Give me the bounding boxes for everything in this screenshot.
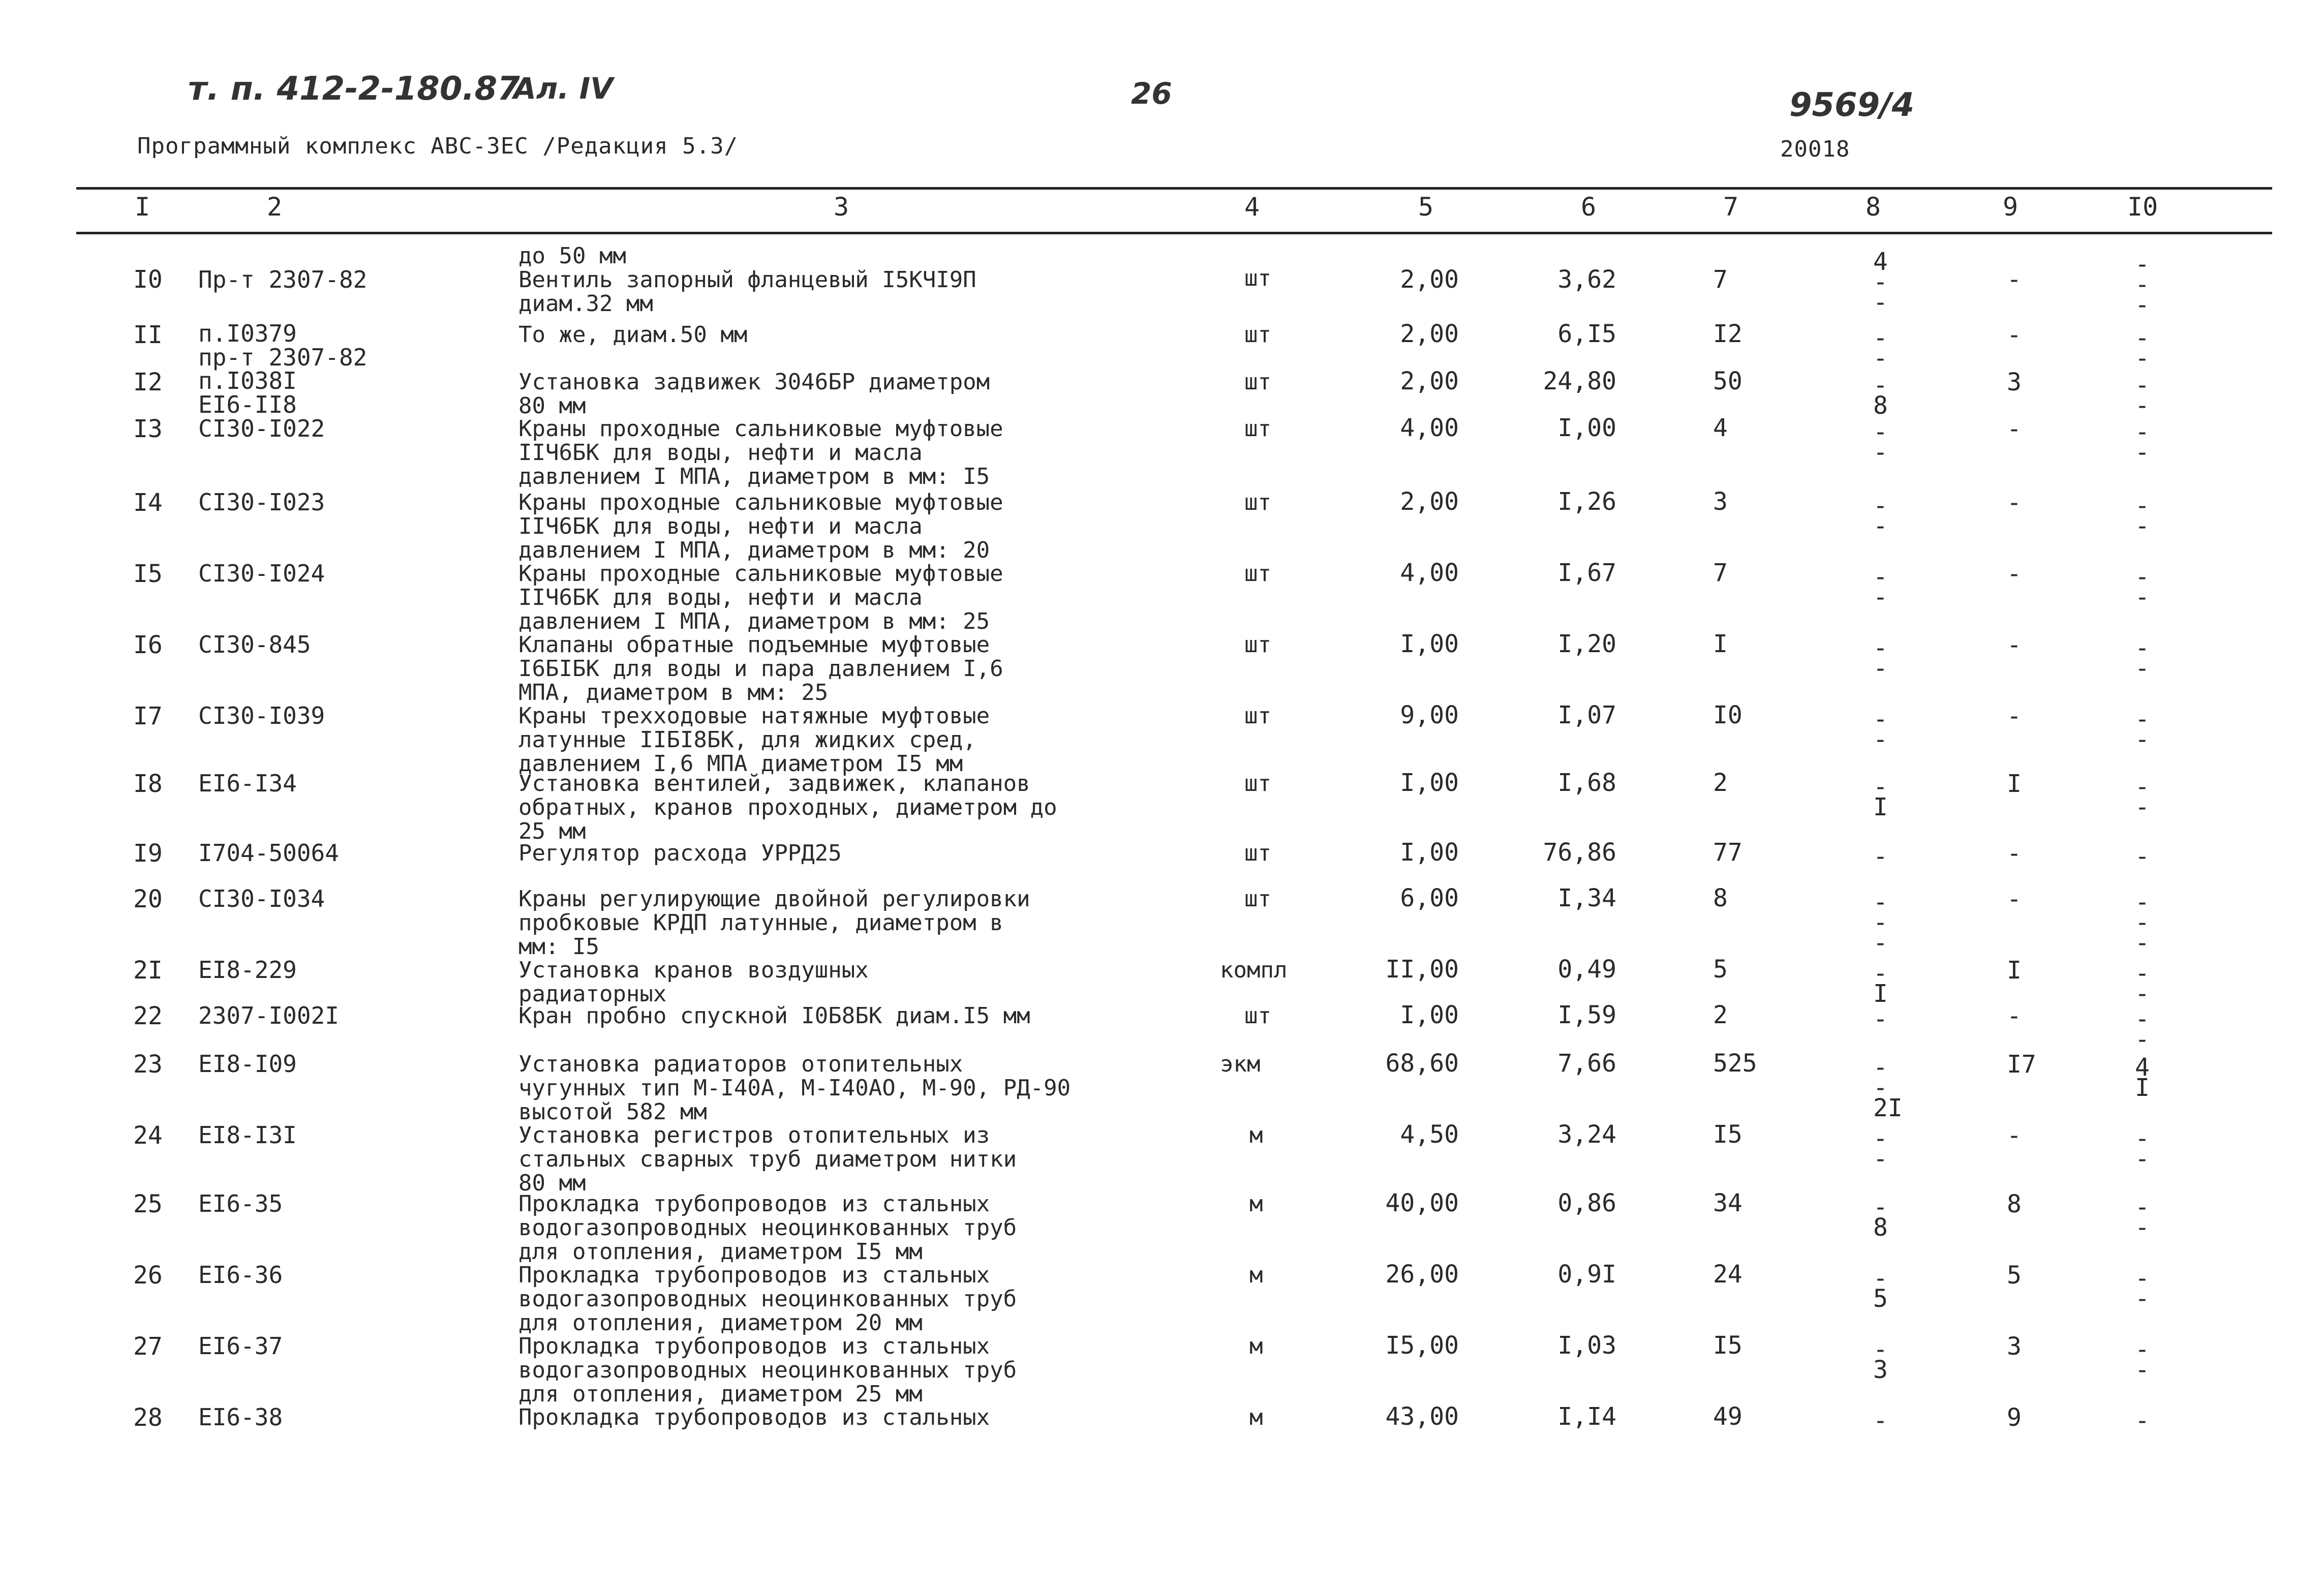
row-total: 77	[1713, 838, 1742, 867]
row-col8: - 5	[1873, 1264, 1888, 1313]
row-name: до 50 мм Вентиль запорный фланцевый I5КЧI9П диам.32 мм	[518, 243, 976, 317]
row-col9: -	[2007, 488, 2022, 517]
row-total: I	[1713, 630, 1728, 658]
row-name: Краны проходные сальниковые муфтовые IIЧ6БК для воды, нефти и масла давлением I МПА, диаметром в мм: 25	[518, 561, 1003, 634]
row-col9: 3	[2007, 1332, 2022, 1361]
row-col9: -	[2007, 631, 2022, 659]
column-header-10: I0	[2127, 192, 2158, 222]
row-col10: -	[2135, 842, 2150, 871]
row-col9: I7	[2007, 1050, 2036, 1079]
row-col8: - -	[1873, 324, 1888, 373]
row-unit: шт	[1244, 369, 1271, 395]
row-quantity: 26,00	[1385, 1260, 1459, 1289]
row-col10: - -	[2135, 1264, 2150, 1313]
row-quantity: 6,00	[1400, 884, 1459, 912]
row-col9: -	[2007, 321, 2022, 349]
row-price: I,07	[1557, 701, 1616, 729]
row-total: 8	[1713, 884, 1728, 912]
row-name: Краны проходные сальниковые муфтовые IIЧ6БК для воды, нефти и масла давлением I МПА, диаметром в мм: 20	[518, 489, 1003, 563]
row-code: СI30-845	[198, 631, 311, 658]
row-total: 2	[1713, 1001, 1728, 1029]
row-col10: 4 I	[2135, 1053, 2150, 1102]
row-col10: - -	[2135, 418, 2150, 467]
row-col8: - - 2I	[1873, 1053, 1903, 1122]
row-quantity: I,00	[1400, 630, 1459, 658]
row-price: 24,80	[1543, 367, 1616, 395]
row-code: ЕI6-36	[198, 1261, 283, 1289]
row-code: СI30-I039	[198, 702, 325, 729]
row-total: 7	[1713, 265, 1728, 294]
row-col10: - -	[2135, 1335, 2150, 1384]
row-price: I,68	[1557, 769, 1616, 797]
row-total: 525	[1713, 1049, 1757, 1078]
row-unit: шт	[1244, 489, 1271, 515]
row-col8: -	[1873, 1406, 1888, 1435]
row-col9: -	[2007, 839, 2022, 868]
row-name: Установка задвижек 3046БР диаметром 80 мм	[518, 369, 990, 419]
row-col8: - - -	[1873, 888, 1888, 957]
row-number: I7	[133, 702, 163, 730]
row-name: Прокладка трубопроводов из стальных водогазопроводных неоцинкованных труб для отопления, диаметром 25 мм	[518, 1333, 1017, 1407]
column-header-1: I	[135, 192, 150, 222]
row-col10: - -	[2135, 324, 2150, 373]
row-total: I2	[1713, 320, 1742, 348]
row-name: Клапаны обратные подъемные муфтовые I6БIБК для воды и пара давлением I,6 МПА, диаметром в мм: 25	[518, 632, 1003, 706]
row-unit: шт	[1244, 416, 1271, 442]
row-code: ЕI8-229	[198, 956, 297, 984]
row-code: ЕI8-I3I	[198, 1121, 297, 1149]
row-quantity: 9,00	[1400, 701, 1459, 729]
row-unit: шт	[1244, 840, 1271, 866]
row-col8: -	[1873, 842, 1888, 871]
row-unit: м	[1249, 1122, 1263, 1148]
row-unit: м	[1249, 1404, 1263, 1430]
row-code: 2307-I002I	[198, 1002, 339, 1029]
row-col10: - -	[2135, 563, 2150, 611]
row-total: 4	[1713, 414, 1728, 442]
row-price: I,I4	[1557, 1402, 1616, 1431]
row-col10: - -	[2135, 492, 2150, 540]
row-col8: 4 - -	[1873, 248, 1888, 317]
column-header-3: 3	[834, 192, 849, 222]
row-code: ЕI6-37	[198, 1332, 283, 1360]
row-col8: - -	[1873, 1124, 1888, 1173]
row-price: I,67	[1557, 559, 1616, 587]
row-col9: 9	[2007, 1403, 2022, 1432]
row-col9: -	[2007, 1121, 2022, 1150]
row-name: Регулятор расхода УРРД25	[518, 840, 842, 866]
row-col10: - - -	[2135, 888, 2150, 957]
row-name: Установка вентилей, задвижек, клапанов обратных, кранов проходных, диаметром до 25 мм	[518, 771, 1057, 844]
row-col9: -	[2007, 560, 2022, 588]
row-code: СI30-I034	[198, 885, 325, 912]
row-code: п.I038I ЕI6-II8	[198, 367, 297, 418]
album-mark: Ал. IV	[513, 71, 614, 106]
row-price: I,26	[1557, 487, 1616, 516]
sheet-code: 20018	[1780, 136, 1850, 162]
row-unit: шт	[1244, 265, 1271, 291]
row-code: ЕI8-I09	[198, 1050, 297, 1078]
row-code: ЕI6-35	[198, 1190, 283, 1217]
doc-code: т. п. 412-2-180.87	[188, 70, 520, 108]
row-col9: 3	[2007, 368, 2022, 396]
row-quantity: II,00	[1385, 955, 1459, 984]
column-header-8: 8	[1866, 192, 1881, 222]
row-col9: 8	[2007, 1190, 2022, 1218]
row-total: 5	[1713, 955, 1728, 984]
row-price: 6,I5	[1557, 320, 1616, 348]
row-quantity: 68,60	[1385, 1049, 1459, 1078]
row-price: I,59	[1557, 1001, 1616, 1029]
row-code: ЕI6-I34	[198, 770, 297, 797]
row-quantity: 2,00	[1400, 320, 1459, 348]
row-col9: -	[2007, 265, 2022, 294]
row-quantity: I5,00	[1385, 1331, 1459, 1360]
row-number: I3	[133, 415, 163, 443]
row-unit: м	[1249, 1333, 1263, 1359]
row-code: СI30-I023	[198, 488, 325, 516]
row-col8: - 3	[1873, 1335, 1888, 1384]
row-number: I6	[133, 631, 163, 659]
row-price: 0,49	[1557, 955, 1616, 984]
row-col10: - -	[2135, 1193, 2150, 1242]
row-col10: - -	[2135, 1124, 2150, 1173]
row-name: Краны регулирующие двойной регулировки пробковые КРДП латунные, диаметром в мм: I5	[518, 886, 1030, 960]
row-number: I0	[133, 265, 163, 294]
row-unit: шт	[1244, 322, 1271, 348]
column-header-2: 2	[267, 192, 283, 222]
row-unit: м	[1249, 1262, 1263, 1288]
row-price: I,03	[1557, 1331, 1616, 1360]
column-header-7: 7	[1723, 192, 1739, 222]
row-quantity: 4,00	[1400, 414, 1459, 442]
row-name: Прокладка трубопроводов из стальных	[518, 1404, 990, 1430]
row-total: 24	[1713, 1260, 1742, 1289]
row-col8: - -	[1873, 563, 1888, 611]
column-header-5: 5	[1418, 192, 1434, 222]
row-price: 0,86	[1557, 1189, 1616, 1217]
row-number: 26	[133, 1261, 163, 1290]
row-col9: -	[2007, 885, 2022, 913]
row-total: 50	[1713, 367, 1742, 395]
row-code: п.I0379 пр-т 2307-82	[198, 320, 368, 371]
row-col10: - -	[2135, 1005, 2150, 1054]
row-unit: шт	[1244, 632, 1271, 658]
row-col9: -	[2007, 702, 2022, 730]
row-col9: 5	[2007, 1261, 2022, 1290]
row-price: 7,66	[1557, 1049, 1616, 1078]
row-col9: -	[2007, 1002, 2022, 1030]
row-col8: - -	[1873, 492, 1888, 540]
row-unit: шт	[1244, 771, 1271, 797]
row-name: То же, диам.50 мм	[518, 322, 748, 348]
row-number: I8	[133, 770, 163, 798]
row-name: Кран пробно спускной I0Б8БК диам.I5 мм	[518, 1003, 1030, 1029]
row-quantity: 4,00	[1400, 559, 1459, 587]
row-quantity: 40,00	[1385, 1189, 1459, 1217]
row-name: Установка радиаторов отопительных чугунных тип М-I40А, М-I40АО, М-90, РД-90 высотой 582 мм	[518, 1051, 1071, 1125]
row-name: Прокладка трубопроводов из стальных водогазопроводных неоцинкованных труб для отопления, диаметром I5 мм	[518, 1191, 1017, 1265]
header-rule-bottom	[76, 232, 2272, 234]
row-quantity: I,00	[1400, 769, 1459, 797]
row-col8: - 8	[1873, 1193, 1888, 1242]
row-quantity: I,00	[1400, 838, 1459, 867]
row-number: 23	[133, 1050, 163, 1079]
doc-number: 9569/4	[1789, 86, 1915, 124]
row-number: II	[133, 321, 163, 349]
row-total: 3	[1713, 487, 1728, 516]
row-quantity: I,00	[1400, 1001, 1459, 1029]
program-title: Программный комплекс АВС-3ЕС /Редакция 5.3/	[137, 133, 739, 159]
row-unit: шт	[1244, 561, 1271, 587]
row-col8: - -	[1873, 634, 1888, 683]
row-col9: I	[2007, 956, 2022, 985]
row-total: 2	[1713, 769, 1728, 797]
row-col8: - 8	[1873, 371, 1888, 420]
row-price: I,00	[1557, 414, 1616, 442]
column-header-6: 6	[1581, 192, 1597, 222]
row-col10: - -	[2135, 371, 2150, 420]
row-total: 49	[1713, 1402, 1742, 1431]
row-quantity: 4,50	[1400, 1120, 1459, 1149]
row-quantity: 2,00	[1400, 487, 1459, 516]
column-header-9: 9	[2003, 192, 2019, 222]
row-total: I5	[1713, 1331, 1742, 1360]
row-total: 34	[1713, 1189, 1742, 1217]
row-number: 27	[133, 1332, 163, 1361]
row-number: 22	[133, 1002, 163, 1030]
row-unit: шт	[1244, 1003, 1271, 1029]
row-unit: шт	[1244, 886, 1271, 912]
row-col8: - I	[1873, 959, 1888, 1008]
row-unit: экм	[1220, 1051, 1261, 1077]
column-header-4: 4	[1244, 192, 1260, 222]
row-total: I5	[1713, 1120, 1742, 1149]
row-name: Краны трехходовые натяжные муфтовые латунные IIБI8БК, для жидких сред, давлением I,6 МПА диаметром I5 мм	[518, 703, 990, 777]
row-number: I9	[133, 839, 163, 868]
row-name: Установка регистров отопительных из стальных сварных труб диаметром нитки 80 мм	[518, 1122, 1017, 1196]
row-quantity: 43,00	[1385, 1402, 1459, 1431]
row-quantity: 2,00	[1400, 265, 1459, 294]
row-number: 25	[133, 1190, 163, 1218]
row-col10: - -	[2135, 773, 2150, 821]
row-col8: -	[1873, 1005, 1888, 1033]
row-total: 7	[1713, 559, 1728, 587]
row-number: 20	[133, 885, 163, 913]
row-name: Прокладка трубопроводов из стальных водогазопроводных неоцинкованных труб для отопления, диаметром 20 мм	[518, 1262, 1017, 1336]
row-col8: - -	[1873, 418, 1888, 467]
row-number: 2I	[133, 956, 163, 985]
row-code: I704-50064	[198, 839, 339, 867]
row-number: I5	[133, 560, 163, 588]
row-number: 28	[133, 1403, 163, 1432]
row-code: ЕI6-38	[198, 1403, 283, 1431]
row-price: 3,24	[1557, 1120, 1616, 1149]
row-col8: - I	[1873, 773, 1888, 821]
row-price: I,34	[1557, 884, 1616, 912]
row-col10: - -	[2135, 705, 2150, 754]
row-code: СI30-I024	[198, 560, 325, 587]
row-col10: - -	[2135, 634, 2150, 683]
row-number: 24	[133, 1121, 163, 1150]
row-col8: - -	[1873, 705, 1888, 754]
header-rule-top	[76, 187, 2272, 190]
row-price: 76,86	[1543, 838, 1616, 867]
row-number: I4	[133, 488, 163, 517]
row-name: Установка кранов воздушных радиаторных	[518, 957, 869, 1007]
row-code: СI30-I022	[198, 415, 325, 442]
row-col9: -	[2007, 415, 2022, 443]
row-unit: компл	[1220, 957, 1288, 983]
page-number: 26	[1131, 76, 1172, 111]
row-col9: I	[2007, 770, 2022, 798]
row-unit: м	[1249, 1191, 1263, 1217]
row-col10: - -	[2135, 959, 2150, 1008]
row-total: I0	[1713, 701, 1742, 729]
row-price: 3,62	[1557, 265, 1616, 294]
row-col10: -	[2135, 1406, 2150, 1435]
row-unit: шт	[1244, 703, 1271, 729]
row-price: I,20	[1557, 630, 1616, 658]
row-col10: - - -	[2135, 250, 2150, 319]
row-name: Краны проходные сальниковые муфтовые IIЧ6БК для воды, нефти и масла давлением I МПА, диаметром в мм: I5	[518, 416, 1003, 489]
row-code: Пр-т 2307-82	[198, 266, 368, 293]
row-quantity: 2,00	[1400, 367, 1459, 395]
row-price: 0,9I	[1557, 1260, 1616, 1289]
row-number: I2	[133, 368, 163, 396]
